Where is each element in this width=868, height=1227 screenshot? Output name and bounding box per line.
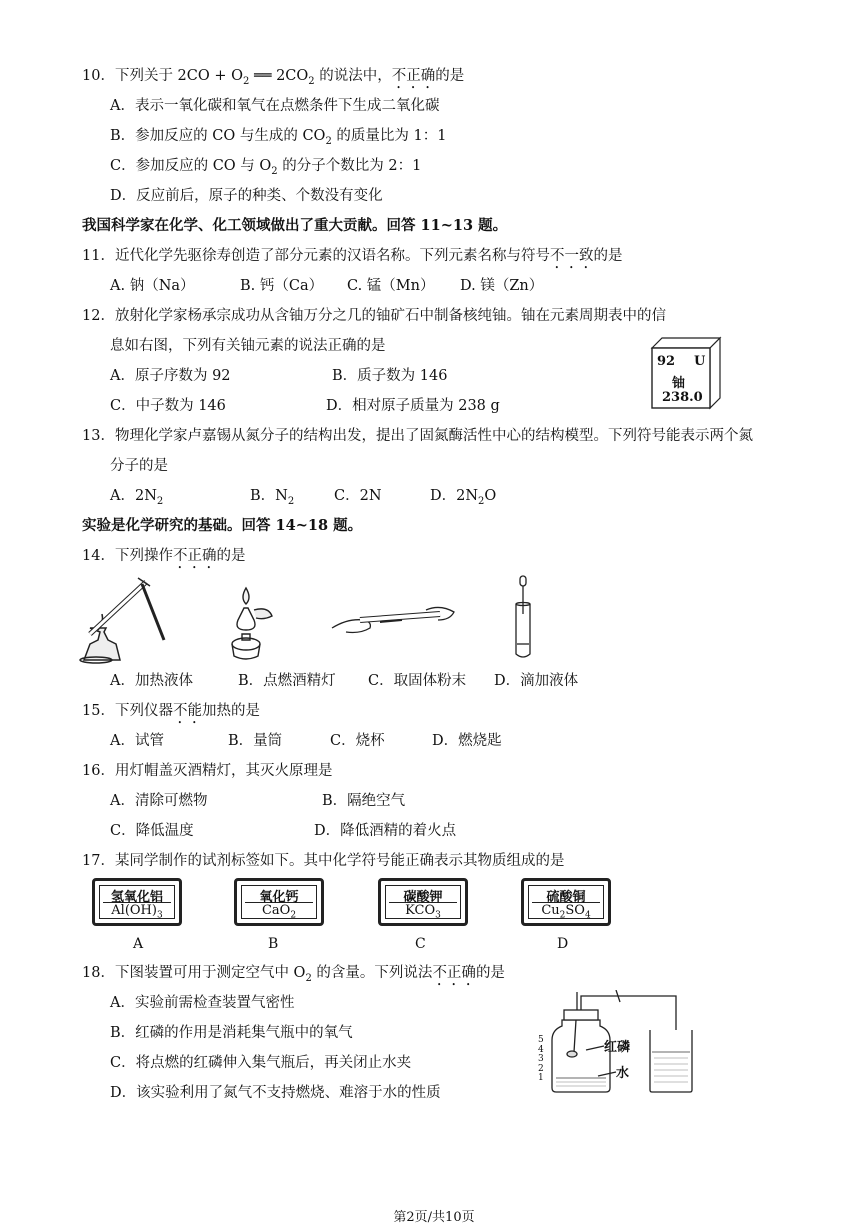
q10-option-c: C．参加反应的 CO 与 $O_2$ 的分子个数比为 2：1 [110,158,422,177]
q11-option-b: B. 钙（Ca） [240,278,324,294]
q13-option-a: A．$2N_2$ [110,488,164,507]
q15-option-a: A．试管 [110,733,164,749]
reagent-name: 氢氧化铝 [110,890,163,905]
q11-option-d: D. 镁（Zn） [460,278,544,294]
element-symbol: U [694,354,706,369]
q14-option-a: A．加热液体 [110,673,193,689]
reagent-formula: $Cu_2SO_4$ [541,903,591,921]
water-label: 水 [616,1066,630,1081]
section-heading-2: 实验是化学研究的基础。回答 14~18 题。 [82,517,363,534]
lighting-lamp-illustration [224,580,278,664]
bottle-scale: 5 4 3 2 1 [538,1035,544,1083]
q13-stem-line1: 13．物理化学家卢嘉锡从氮分子的结构出发，提出了固氮酶活性中心的结构模型。下列符号能表示两个氮 [82,428,753,444]
red-phosphorus-label: 红磷 [604,1040,631,1055]
q10-option-d: D．反应前后，原子的种类、个数没有变化 [110,188,383,204]
reagent-label-d [521,878,611,926]
q11-stem: 11．近代化学先驱徐寿创造了部分元素的汉语名称。下列元素名称与符号不一致的是 [82,248,623,264]
reagent-formula: CaO$_2$ [261,903,297,921]
dropping-liquid-illustration [508,574,538,662]
q16-stem: 16．用灯帽盖灭酒精灯，其灭火原理是 [82,763,333,779]
q13-option-d: D．$2N_2O$ [430,488,497,507]
reagent-formula: $Al(OH)_3$ [111,903,163,921]
q13-option-b: B．$N_2$ [250,488,295,507]
heating-liquid-illustration [76,574,172,664]
page-footer: 第2页/共10页 [393,1210,475,1225]
reagent-name: 硫酸铜 [546,890,586,905]
q16-option-b: B．隔绝空气 [322,793,406,809]
q14-option-d: D．滴加液体 [494,673,579,689]
q18-stem: 18．下图装置可用于测定空气中 $O_2$ 的含量。下列说法不正确的是 [82,965,505,984]
taking-powder-illustration [330,598,460,638]
q10-stem: 10．下列关于 $2CO + O_2$ ══ $2CO_2$ 的说法中，不正确的是 [82,68,465,87]
reagent-label-c [378,878,468,926]
q11-option-c: C. 锰（Mn） [347,278,435,294]
reagent-caption-a: A [133,936,144,952]
q18-option-b: B．红磷的作用是消耗集气瓶中的氧气 [110,1025,353,1041]
q10-option-b: B．参加反应的 CO 与生成的 $CO_2$ 的质量比为 1：1 [110,128,447,147]
element-name: 铀 [672,376,686,391]
q16-option-a: A．清除可燃物 [110,793,208,809]
element-mass: 238.0 [662,390,703,405]
q16-option-d: D．降低酒精的着火点 [314,823,457,839]
q15-option-d: D．燃烧匙 [432,733,502,749]
element-number: 92 [657,354,676,369]
q18-option-a: A．实验前需检查装置气密性 [110,995,295,1011]
q18-option-c: C．将点燃的红磷伸入集气瓶后，再关闭止水夹 [110,1055,412,1071]
q10-option-a: A．表示一氧化碳和氧气在点燃条件下生成二氧化碳 [110,98,440,114]
reagent-name: 氧化钙 [259,890,299,905]
q17-stem: 17．某同学制作的试剂标签如下。其中化学符号能正确表示其物质组成的是 [82,853,565,869]
q12-stem-line2: 息如右图，下列有关铀元素的说法正确的是 [110,338,386,354]
q18-option-d: D．该实验利用了氮气不支持燃烧、难溶于水的性质 [110,1085,441,1101]
q15-stem: 15．下列仪器不能加热的是 [82,703,260,719]
q16-option-c: C．降低温度 [110,823,194,839]
uranium-element-tile [648,336,724,410]
reagent-formula: $KCO_3$ [405,903,441,921]
q12-option-a: A．原子序数为 92 [110,368,231,384]
q14-stem: 14．下列操作不正确的是 [82,548,246,564]
q13-option-c: C．2N [334,488,382,504]
q12-option-b: B．质子数为 146 [332,368,448,384]
reagent-caption-b: B [268,936,279,952]
reagent-name: 碳酸钾 [403,890,443,905]
q12-option-c: C．中子数为 146 [110,398,226,414]
q15-option-c: C．烧杯 [330,733,385,749]
section-heading-1: 我国科学家在化学、化工领域做出了重大贡献。回答 11~13 题。 [82,217,508,234]
reagent-caption-c: C [415,936,426,952]
q14-option-b: B．点燃酒精灯 [238,673,336,689]
q11-option-a: A. 钠（Na） [110,278,195,294]
reagent-caption-d: D [557,936,569,952]
oxygen-content-apparatus [540,990,700,1094]
reagent-label-a [92,878,182,926]
reagent-label-b [234,878,324,926]
q15-option-b: B．量筒 [228,733,283,749]
q14-option-c: C．取固体粉末 [368,673,467,689]
q12-option-d: D．相对原子质量为 238 g [326,398,500,414]
q12-stem-line1: 12．放射化学家杨承宗成功从含铀万分之几的铀矿石中制备核纯铀。铀在元素周期表中的信 [82,308,666,324]
q13-stem-line2: 分子的是 [110,458,168,474]
